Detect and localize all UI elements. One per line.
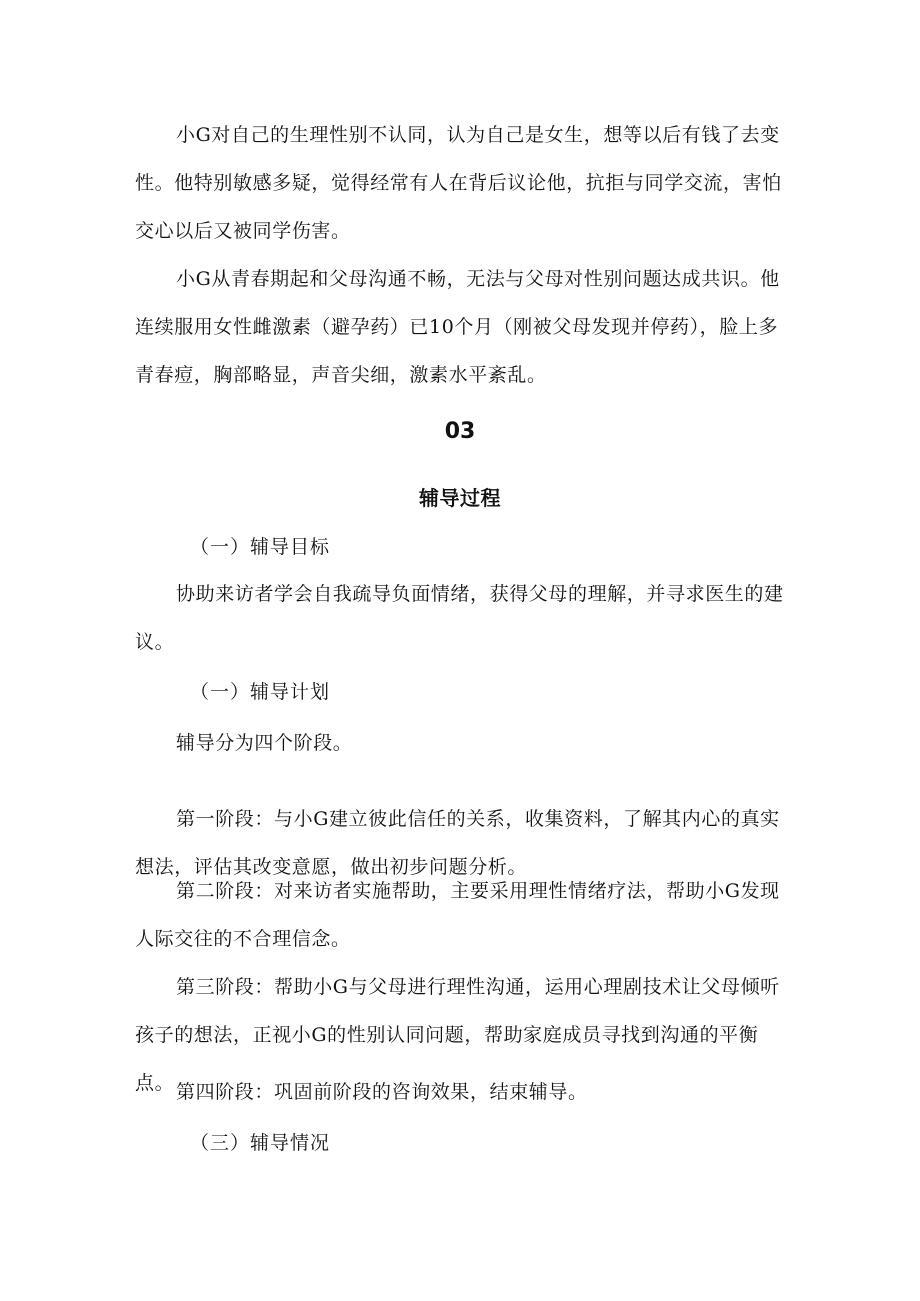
plan-heading: （一）辅导计划 bbox=[190, 681, 331, 703]
plan-intro: 辅导分为四个阶段。 bbox=[176, 732, 353, 754]
goal-paragraph: 协助来访者学会自我疏导负面情绪，获得父母的理解，并寻求医生的建议。 bbox=[135, 583, 784, 653]
stage-4-paragraph: 第四阶段：巩固前阶段的咨询效果，结束辅导。 bbox=[176, 1081, 588, 1103]
section-number: 03 bbox=[444, 419, 476, 444]
stage-1-paragraph: 第一阶段：与小G建立彼此信任的关系，收集资料，了解其内心的真实想法，评估其改变意愿，做出初步问题分析。 bbox=[135, 808, 780, 878]
section-title: 辅导过程 bbox=[419, 486, 501, 510]
goal-heading: （一）辅导目标 bbox=[190, 536, 331, 558]
stage-3-paragraph: 第三阶段：帮助小G与父母进行理性沟通，运用心理剧技术让父母倾听孩子的想法，正视小G的性别认同问题，帮助家庭成员寻找到沟通的平衡点。 bbox=[135, 976, 780, 1094]
intro-paragraph-2: 小G从青春期起和父母沟通不畅，无法与父母对性别问题达成共识。他连续服用女性雌激素（避孕药）已10个月（刚被父母发现并停药），脸上多青春痘，胸部略显，声音尖细，激素水平紊乱。 bbox=[135, 268, 780, 386]
stage-2-paragraph: 第二阶段：对来访者实施帮助，主要采用理性情绪疗法，帮助小G发现人际交往的不合理信念。 bbox=[135, 880, 780, 950]
intro-paragraph-1: 小G对自己的生理性别不认同，认为自己是女生，想等以后有钱了去变性。他特别敏感多疑，觉得经常有人在背后议论他，抗拒与同学交流，害怕交心以后又被同学伤害。 bbox=[135, 124, 782, 242]
situation-heading: （三）辅导情况 bbox=[190, 1132, 331, 1154]
